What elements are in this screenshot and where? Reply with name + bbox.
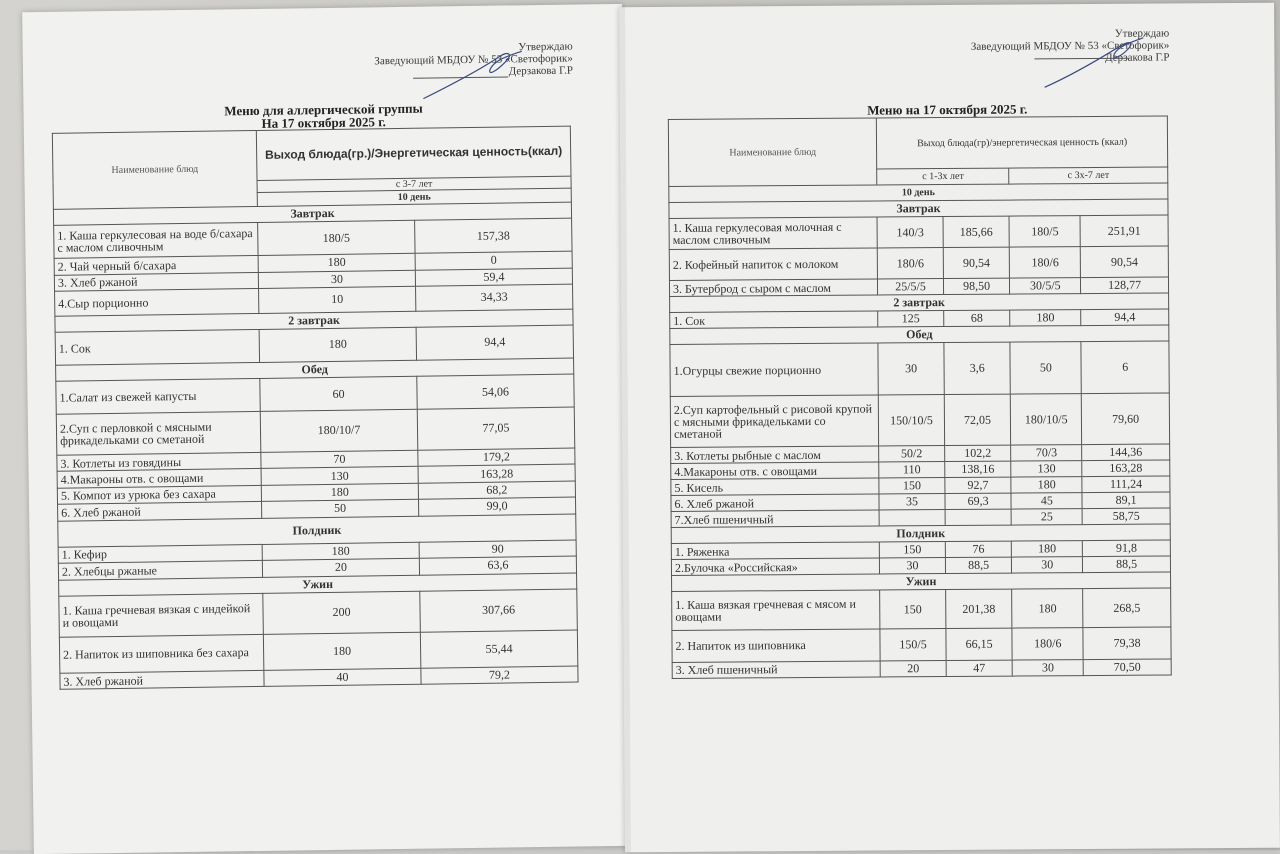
table-row	[669, 246, 1168, 281]
dish-output: 180	[258, 253, 415, 272]
kcal-3-7: 89,1	[1082, 492, 1170, 509]
kcal-3-7: 268,5	[1083, 588, 1171, 628]
kcal-1-3: 185,66	[943, 216, 1010, 248]
output-3-7: 70/3	[1011, 445, 1082, 461]
dish-name: 3. Бутерброд с сыром с маслом	[669, 279, 877, 296]
kcal-3-7: 91,8	[1082, 540, 1170, 557]
left-day-label: 10 день	[257, 188, 571, 206]
kcal-1-3: 138,16	[945, 461, 1012, 477]
output-1-3: 50/2	[879, 446, 945, 462]
dish-output: 130	[261, 467, 418, 486]
section-label: Завтрак	[669, 199, 1168, 218]
dish-name: 1. Каша гречневая вязкая с индейкой и овощами	[59, 593, 264, 637]
dish-name: 4.Макароны отв. с овощами	[57, 469, 261, 488]
right-sheet	[619, 3, 1280, 853]
kcal-1-3: 90,54	[943, 247, 1010, 279]
output-3-7: 180	[1010, 310, 1081, 326]
approve-word: Утверждаю	[518, 40, 573, 54]
output-3-7: 180/10/5	[1011, 393, 1082, 445]
dish-kcal: 68,2	[418, 481, 575, 500]
dish-name: 1.Салат из свежей капусты	[56, 379, 260, 415]
output-1-3: 25/5/5	[878, 279, 944, 295]
right-table-body	[668, 116, 1171, 678]
dish-name: 5. Кисель	[671, 478, 879, 495]
kcal-3-7: 6	[1081, 341, 1169, 393]
section-label: Ужин	[59, 573, 577, 597]
kcal-1-3: 92,7	[945, 477, 1012, 493]
dish-name: 3. Хлеб ржаной	[54, 272, 258, 291]
output-1-3: 180/6	[877, 248, 943, 280]
section-label: Ужин	[672, 572, 1171, 591]
dish-output: 60	[260, 376, 417, 411]
dish-output: 40	[264, 668, 421, 687]
dish-output: 180	[262, 542, 419, 561]
kcal-3-7: 251,91	[1080, 215, 1168, 247]
dish-name: 6. Хлеб ржаной	[671, 494, 879, 511]
dish-output: 30	[258, 270, 415, 289]
output-1-3: 30	[878, 343, 944, 395]
output-3-7: 180/5	[1009, 216, 1080, 248]
right-age-1: с 1-3х лет	[877, 168, 1009, 185]
dish-kcal: 59,4	[415, 268, 572, 287]
approve-person: Дерзакова Г.Р	[1105, 51, 1170, 64]
output-1-3	[879, 510, 945, 526]
dish-kcal: 179,2	[418, 448, 575, 467]
right-day-label: 10 день	[669, 183, 1168, 202]
kcal-1-3: 68	[943, 310, 1010, 326]
right-header-output: Выход блюда(гр)/энергетическая ценность (ккал)	[877, 116, 1168, 169]
kcal-1-3: 102,2	[944, 445, 1011, 461]
kcal-3-7: 90,54	[1080, 246, 1168, 278]
dish-name: 2. Кофейный напиток с молоком	[669, 248, 877, 281]
kcal-1-3: 69,3	[945, 493, 1012, 509]
output-1-3: 150	[879, 478, 945, 494]
output-1-3: 150	[880, 590, 946, 629]
output-1-3: 140/3	[877, 217, 943, 249]
table-row	[59, 589, 578, 637]
dish-name: 7.Хлеб пшеничный	[671, 510, 879, 527]
dish-kcal: 79,2	[421, 666, 578, 685]
kcal-1-3: 201,38	[945, 589, 1012, 628]
output-3-7: 180/6	[1012, 628, 1083, 660]
output-1-3: 150/5	[880, 629, 946, 661]
output-1-3: 35	[879, 494, 945, 510]
dish-kcal: 307,66	[420, 589, 578, 632]
table-row	[56, 407, 575, 455]
dish-name: 2. Напиток из шиповника без сахара	[59, 634, 263, 673]
output-1-3: 110	[879, 462, 945, 478]
kcal-3-7: 79,60	[1081, 393, 1169, 445]
dish-name: 3. Котлеты рыбные с маслом	[671, 446, 879, 463]
kcal-1-3: 98,50	[943, 278, 1010, 294]
dish-name: 1. Кефир	[58, 544, 262, 563]
dish-name: 1. Каша геркулесовая молочная с маслом сливочным	[669, 217, 877, 250]
output-3-7: 30/5/5	[1010, 278, 1081, 294]
dish-name: 2.Булочка «Российская»	[671, 558, 879, 575]
dish-name: 3. Котлеты из говядины	[57, 452, 261, 471]
dish-kcal: 54,06	[417, 374, 574, 409]
kcal-3-7: 88,5	[1083, 556, 1171, 573]
table-row	[670, 341, 1169, 396]
left-title-line-2: На 17 октября 2025 г.	[261, 114, 386, 131]
dish-kcal: 77,05	[417, 407, 575, 450]
section-label: Полдник	[671, 524, 1170, 543]
output-3-7: 30	[1012, 659, 1083, 675]
dish-name: 5. Компот из урюка без сахара	[57, 485, 261, 504]
dish-output: 10	[259, 286, 416, 313]
kcal-1-3: 72,05	[944, 394, 1011, 446]
left-sheet	[22, 4, 634, 854]
dish-name: 1. Ряженка	[671, 542, 879, 559]
left-signature	[418, 45, 529, 107]
dish-output: 200	[263, 591, 421, 634]
table-row	[670, 393, 1169, 448]
dish-name: 1. Сок	[670, 311, 878, 328]
kcal-3-7: 144,36	[1082, 444, 1170, 461]
left-header-row	[52, 126, 571, 183]
kcal-3-7: 58,75	[1082, 508, 1170, 525]
dish-name: 1.Огурцы свежие порционно	[670, 343, 879, 396]
table-row	[669, 215, 1168, 250]
kcal-3-7: 79,38	[1083, 627, 1171, 659]
left-header-name: Наименование блюд	[52, 130, 257, 209]
right-header-name: Наименование блюд	[668, 118, 877, 186]
right-menu-table	[668, 115, 1172, 678]
output-3-7: 180	[1011, 477, 1082, 493]
output-1-3: 125	[878, 311, 944, 327]
right-age-2: с 3х-7 лет	[1009, 167, 1168, 184]
kcal-3-7: 128,77	[1081, 277, 1169, 294]
dish-output: 50	[262, 499, 419, 518]
dish-name: 2. Напиток из шиповника	[672, 629, 880, 662]
section-label: Завтрак	[53, 202, 571, 226]
dish-name: 1. Каша вязкая гречневая с мясом и овощами	[672, 590, 881, 630]
output-3-7: 45	[1011, 493, 1082, 509]
kcal-1-3: 76	[945, 541, 1012, 557]
table-row	[672, 658, 1171, 677]
output-1-3: 30	[880, 558, 946, 574]
output-3-7: 180	[1012, 541, 1083, 557]
left-header-output: Выход блюда(гр.)/Энергетическая ценность(ккал)	[256, 126, 571, 180]
dish-kcal: 55,44	[420, 630, 578, 668]
kcal-3-7: 111,24	[1082, 476, 1170, 493]
dish-output: 180/10/7	[260, 409, 418, 452]
output-3-7: 30	[1012, 557, 1083, 573]
dish-name: 2. Чай черный б/сахара	[54, 256, 258, 275]
dish-kcal: 63,6	[419, 556, 576, 575]
dish-kcal: 90	[419, 540, 576, 559]
kcal-1-3	[945, 509, 1012, 525]
dish-kcal: 94,4	[416, 325, 573, 360]
output-3-7: 50	[1010, 342, 1081, 394]
left-age-label: с 3-7 лет	[257, 176, 571, 192]
dish-kcal: 34,33	[416, 284, 573, 311]
kcal-1-3: 88,5	[945, 557, 1012, 573]
dish-kcal: 157,38	[415, 218, 572, 253]
dish-output: 20	[262, 558, 419, 577]
dish-output: 180	[263, 632, 420, 670]
output-1-3: 150	[880, 542, 946, 558]
right-signature	[1039, 32, 1149, 93]
right-header-row	[668, 116, 1167, 170]
table-row	[672, 588, 1171, 630]
section-label: Обед	[56, 358, 574, 382]
output-3-7: 180	[1012, 589, 1083, 628]
dish-output: 180	[261, 483, 418, 502]
kcal-3-7: 163,28	[1082, 460, 1170, 477]
output-3-7: 180/6	[1010, 247, 1081, 279]
table-row	[672, 627, 1171, 662]
dish-name: 1. Каша геркулесовая на воде б/сахара с маслом сливочным	[54, 223, 258, 259]
output-1-3: 150/10/5	[879, 394, 945, 446]
dish-name: 2. Хлебцы ржаные	[58, 561, 262, 580]
kcal-1-3: 3,6	[944, 342, 1011, 394]
dish-name: 4.Сыр порционно	[55, 288, 259, 315]
dish-output: 180	[259, 327, 416, 362]
output-3-7: 130	[1011, 461, 1082, 477]
section-label: Обед	[670, 325, 1169, 344]
right-title: Меню на 17 октября 2025 г.	[867, 101, 1028, 118]
kcal-3-7: 70,50	[1083, 658, 1171, 675]
dish-output: 70	[261, 450, 418, 469]
dish-name: 4.Макароны отв. с овощами	[671, 462, 879, 479]
dish-name: 2.Суп с перловкой с мясными фрикадельками со сметаной	[56, 411, 261, 455]
dish-name: 6. Хлеб ржаной	[58, 502, 262, 521]
left-table-body	[52, 126, 578, 690]
kcal-1-3: 47	[946, 660, 1013, 676]
dish-kcal: 99,0	[418, 497, 575, 516]
approve-position: Заведующий МБДОУ № 53 «Светофорик»	[970, 39, 1170, 53]
dish-name: 3. Хлеб ржаной	[60, 670, 264, 689]
dish-kcal: 163,28	[418, 464, 575, 483]
output-3-7: 25	[1011, 509, 1082, 525]
approve-person: Дерзакова Г.Р	[508, 64, 574, 78]
dish-name: 3. Хлеб пшеничный	[672, 660, 880, 677]
dish-name: 2.Суп картофельный с рисовой крупой с мясными фрикадельками со сметаной	[670, 395, 879, 448]
dish-output: 180/5	[258, 221, 415, 256]
dish-kcal: 0	[415, 251, 572, 270]
kcal-1-3: 66,15	[946, 628, 1013, 660]
section-label: 2 завтрак	[670, 293, 1169, 312]
output-1-3: 20	[880, 660, 946, 676]
kcal-3-7: 94,4	[1081, 309, 1169, 326]
left-menu-table	[52, 126, 579, 691]
left-title-line-1: Меню для аллергической группы	[224, 100, 423, 119]
approve-word: Утверждаю	[1114, 27, 1170, 40]
section-label: Полдник	[58, 514, 576, 547]
section-label: 2 завтрак	[55, 309, 573, 333]
approve-position: Заведующий МБДОУ № 53 «Светофорик»	[374, 52, 573, 68]
dish-name: 1. Сок	[55, 329, 259, 365]
